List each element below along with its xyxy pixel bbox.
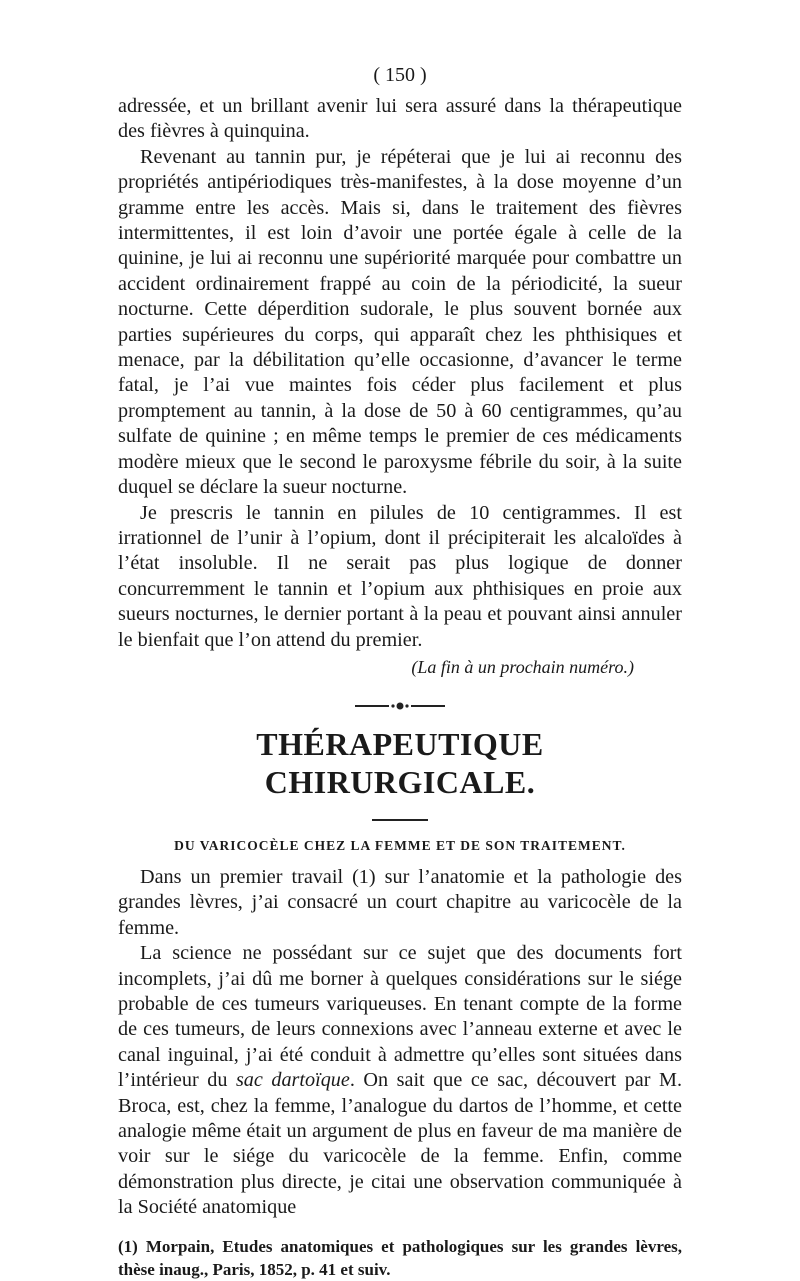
paragraph-science-text-end: . On sait que ce sac, découvert par M. Broca, est, chez la femme, l’analogue du dartos de l’homme, et cette analogie même était un argument de plus en faveur de ma manière de voir sur le siége du varicocèle de la femme. Enfin, comme démonstration plus directe, je citai une observation communiquée à la Société anatomique bbox=[118, 1069, 682, 1219]
title-rule bbox=[372, 819, 428, 821]
subsection-title: DU VARICOCÈLE CHEZ LA FEMME ET DE SON TRAITEMENT. bbox=[174, 837, 626, 853]
page-number: ( 150 ) bbox=[373, 64, 427, 86]
paragraph-science-text: La science ne possédant sur ce sujet que des documents fort incomplets, j’ai dû me borner à quelques considérations sur le siége probable de ces tumeurs variqueuses. En tenant compte de la forme de ces tumeurs, de leurs connexions avec l’anneau externe et avec le canal inguinal, j’ai été conduit à admettre qu’elles sont situées dans l’intérieur du bbox=[118, 942, 682, 1092]
italic-term: sac dartoïque bbox=[235, 1069, 350, 1092]
paragraph-first-work: Dans un premier travail (1) sur l’anatomie et la pathologie des grandes lèvres, j’ai consacré un court chapitre au varicocèle de la femme. bbox=[118, 865, 682, 939]
section-title: THÉRAPEUTIQUE CHIRURGICALE. bbox=[256, 725, 544, 800]
ornament-divider bbox=[355, 701, 445, 711]
paragraph-tannin-properties: Revenant au tannin pur, je répéterai que je lui ai reconnu des propriétés antipériodiques très-manifestes, à la dose moyenne d’un gramme entre les accès. Mais si, dans le traitement des fièvres intermittentes, il est loin d’avoir une portée égale à celle de la quinine, je lui ai reconnu une supériorité marquée pour combattre un accident ordinairement frappé au coin de la périodicité, la sueur nocturne. Cette déperdition sudorale, le plus souvent bornée aux parties supérieures du corps, qui apparaît chez les phthisiques et menace, par la débilitation qu’elle occasionne, d’avancer le terme fatal, je l’ai vue maintes fois céder plus facilement et plus promptement au tannin, à la dose de 50 à 60 centigrammes, qu’au sulfate de quinine ; en même temps le premier de ces médicaments modère mieux que le second le paroxysme fébrile du soir, à la suite duquel se déclare la sueur nocturne. bbox=[118, 145, 682, 499]
continued-note: (La fin à un prochain numéro.) bbox=[411, 656, 634, 677]
paragraph-continuation: adressée, et un brillant avenir lui sera assuré dans la thérapeutique des fièvres à quinquina. bbox=[118, 95, 682, 143]
paragraph-science bbox=[118, 941, 682, 1220]
footnote: (1) Morpain, Etudes anatomiques et pathologiques sur les grandes lèvres, thèse inaug., Paris, 1852, p. 41 et suiv. bbox=[118, 1236, 682, 1279]
paragraph-tannin-prescription: Je prescris le tannin en pilules de 10 centigrammes. Il est irrationnel de l’unir à l’opium, dont il précipiterait les alcaloïdes à l’état insoluble. Il ne serait pas plus logique de donner concurremment le tannin et l’opium aux phthisiques en proie aux sueurs nocturnes, le dernier portant à la peau et pouvant ainsi annuler le bienfait que l’on attend du premier. bbox=[118, 501, 682, 651]
